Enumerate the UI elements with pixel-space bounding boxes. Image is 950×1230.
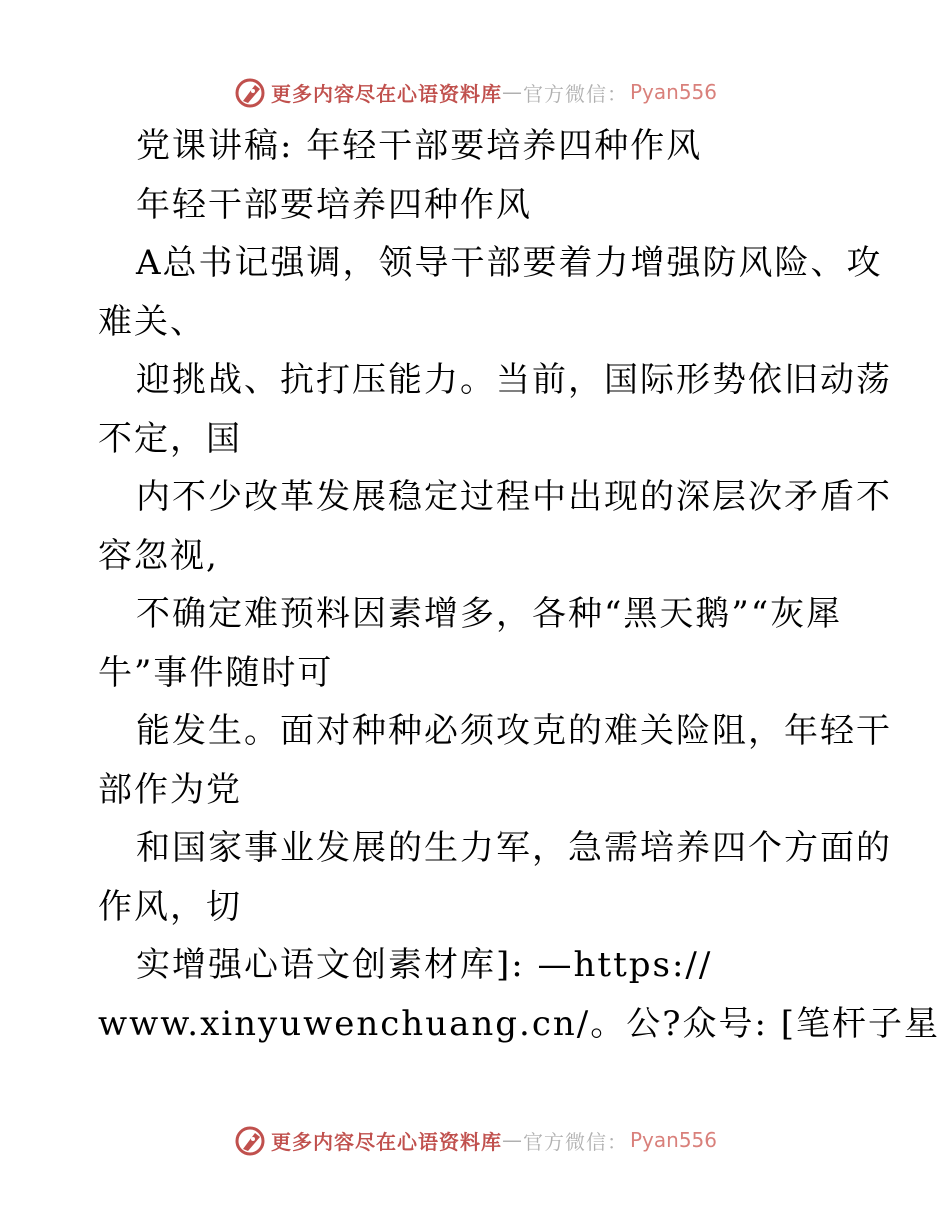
- paragraph-line: 能发生。面对种种必须攻克的难关险阻，年轻干: [136, 711, 892, 751]
- banner-slogan: 更多内容尽在心语资料库: [270, 81, 502, 106]
- paragraph-line: 不定，国: [98, 418, 242, 459]
- paragraph-line: 和国家事业发展的生力军，急需培养四个方面的: [136, 828, 892, 868]
- paragraph-line: 容忽视,: [98, 535, 219, 576]
- paragraph-line: www.xinyuwenchuang.cn/。公?众号: [笔杆子星: [98, 1003, 940, 1044]
- header-banner: [0, 72, 950, 112]
- doc-subtitle: 年轻干部要培养四种作风: [136, 184, 532, 225]
- paragraph-line: 内不少改革发展稳定过程中出现的深层次矛盾不: [136, 477, 892, 517]
- banner-wechat-id: Pyan556: [629, 80, 717, 104]
- doc-title: 党课讲稿: 年轻干部要培养四种作风: [136, 126, 703, 166]
- banner-dash: —: [501, 1128, 523, 1152]
- paragraph-line: 作风，切: [98, 886, 242, 927]
- paragraph-line: A总书记强调，领导干部要着力增强防风险、攻: [136, 243, 883, 283]
- paragraph-line: 不确定难预料因素增多，各种“黑天鹅”“灰犀: [136, 594, 843, 634]
- paragraph-line: 难关、: [98, 301, 206, 342]
- paragraph-line: 部作为党: [98, 769, 242, 810]
- banner-wechat-label: 官方微信：: [522, 1129, 628, 1154]
- pen-nib-circle-icon: [233, 1123, 267, 1157]
- paragraph-line: 迎挑战、抗打压能力。当前，国际形势依旧动荡: [136, 360, 892, 400]
- footer-banner: [0, 1120, 950, 1160]
- document-body: [98, 117, 940, 1053]
- banner-slogan: 更多内容尽在心语资料库: [270, 1129, 502, 1154]
- banner-wechat-label: 官方微信：: [522, 81, 628, 106]
- paragraph-line: 实增强心语文创素材库]: —https://: [136, 945, 713, 985]
- paragraph-line: 牛”事件随时可: [98, 652, 334, 693]
- banner-dash: —: [501, 80, 523, 104]
- banner-wechat-id: Pyan556: [629, 1128, 717, 1152]
- pen-nib-circle-icon: [233, 75, 267, 109]
